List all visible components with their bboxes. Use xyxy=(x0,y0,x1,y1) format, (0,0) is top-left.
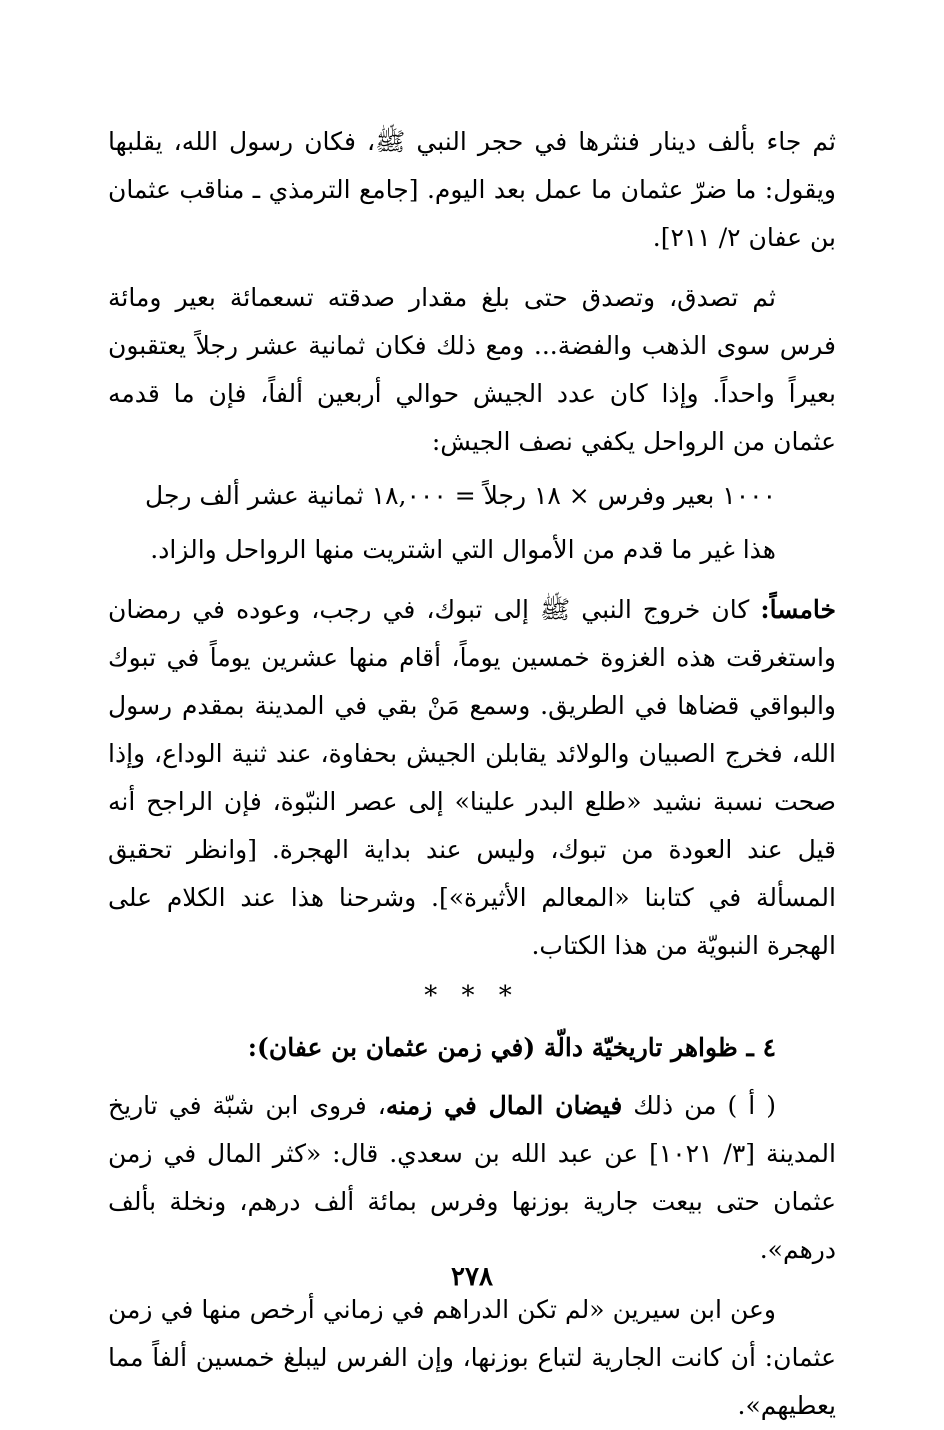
paragraph-2: ثم تصدق، وتصدق حتى بلغ مقدار صدقته تسعمائة بعير ومائة فرس سوى الذهب والفضة... ومع ذلك فكان ثمانية عشر رجلاً يعتقبون بعيراً واحداً. وإذا كان عدد الجيش حوالي أربعين ألفاً، فإن ما قدمه عثمان من الرواحل يكفي نصف الجيش: xyxy=(108,283,836,456)
page-number: ٢٧٨ xyxy=(451,1262,493,1292)
note-line: هذا غير ما قدم من الأموال التي اشتريت منها الرواحل والزاد. xyxy=(150,535,776,564)
paragraph-4-prefix: ( أ ) من ذلك xyxy=(622,1091,776,1120)
paragraph-3-text: كان خروج النبي ﷺ إلى تبوك، في رجب، وعوده في رمضان واستغرقت هذه الغزوة خمسين يوماً، أقام منها عشرين يوماً في تبوك والبواقي قضاها في الطريق. وسمع مَنْ بقي في المدينة بمقدم رسول الله، فخرج الصبيان والولائد يقابلن الجيش بحفاوة، عند ثنية الوداع، وإذا صحت نسبة نشيد «طلع البدر علينا» إلى عصر النبّوة، فإن الراجح أنه قيل عند العودة من تبوك، وليس عند بداية الهجرة. [وانظر تحقيق المسألة في كتابنا «المعالم الأثيرة»]. وشرحنا هذا عند الكلام على الهجرة النبويّة من هذا الكتاب. xyxy=(108,595,836,960)
equation-line: ١٠٠٠ بعير وفرس × ١٨ رجلاً = ١٨,٠٠٠ ثمانية عشر ألف رجل xyxy=(145,481,776,510)
section-heading: ٤ ـ ظواهر تاريخيّة دالّة (في زمن عثمان بن عفان): xyxy=(247,1033,776,1062)
paragraph-4 xyxy=(108,1082,836,1274)
page-body xyxy=(108,118,836,1420)
paragraph-4-text: ، فروى ابن شبّة في تاريخ المدينة [٣/ ١٠٢١] عن عبد الله بن سعدي. قال: «كثر المال في زمن عثمان حتى بيعت جارية بوزنها وفرس بمائة ألف درهم، ونخلة بألف درهم». xyxy=(108,1091,836,1264)
paragraph-1: ثم جاء بألف دينار فنثرها في حجر النبي ﷺ، فكان رسول الله، يقلبها ويقول: ما ضرّ عثمان ما عمل بعد اليوم. [جامع الترمذي ـ مناقب عثمان بن عفان ٢/ ٢١١]. xyxy=(108,127,836,252)
section-divider: * * * xyxy=(424,981,520,1011)
paragraph-5: وعن ابن سيرين «لم تكن الدراهم في زماني أرخص منها في زمن عثمان: أن كانت الجارية لتباع بوزنها، وإن الفرس ليبلغ خمسين ألفاً مما يعطيهم». xyxy=(108,1295,836,1420)
paragraph-3-lead: خامساً: xyxy=(760,595,836,624)
paragraph-3 xyxy=(108,586,836,970)
paragraph-4-bold: فيضان المال في زمنه xyxy=(385,1091,623,1120)
